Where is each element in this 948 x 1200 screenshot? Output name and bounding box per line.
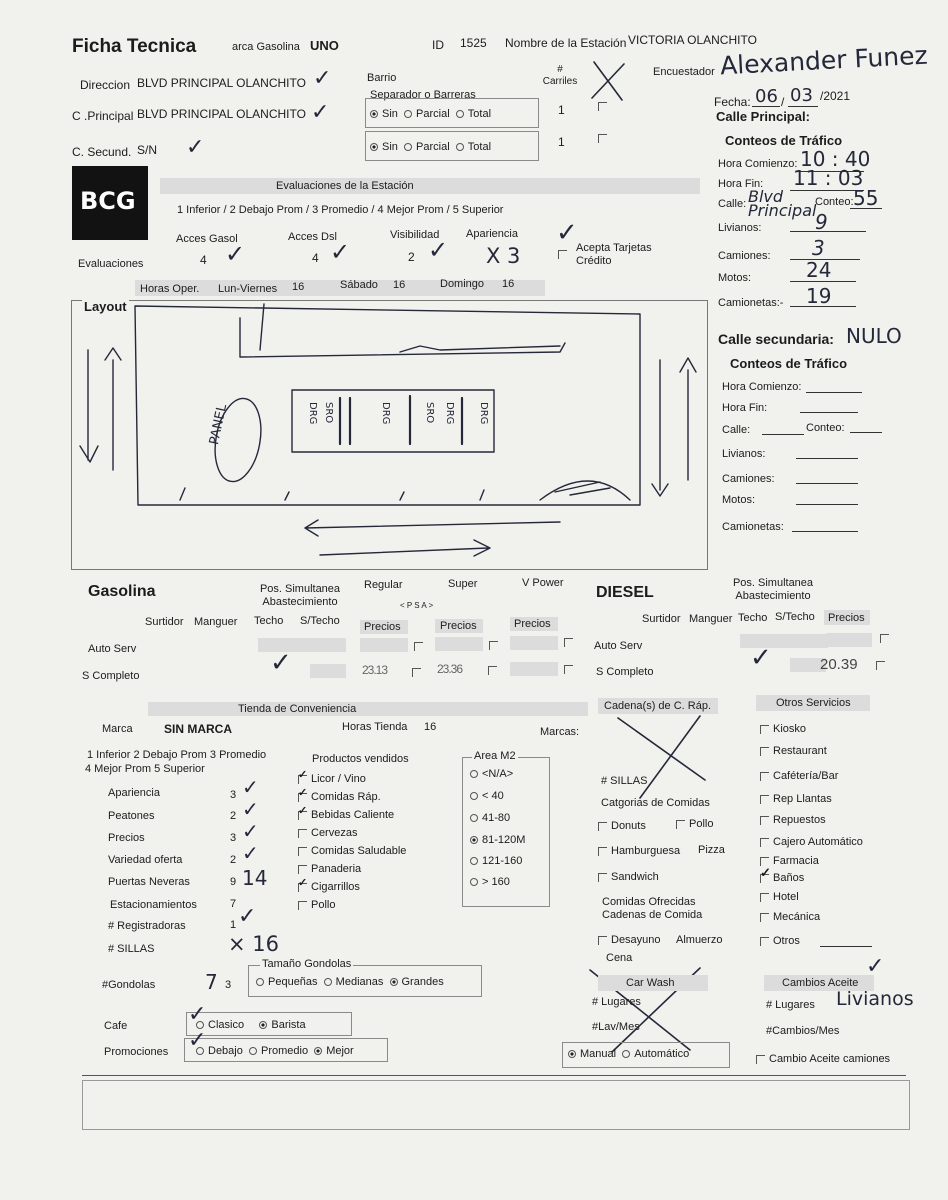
producto-panaderia[interactable]: Panaderia bbox=[298, 863, 361, 876]
otros-llantas[interactable]: Rep Llantas bbox=[760, 793, 832, 806]
rating-peatones-label: Peatones bbox=[108, 810, 155, 822]
regular-label: Regular bbox=[364, 579, 403, 591]
comida-almuerzo: Almuerzo bbox=[676, 934, 723, 946]
pump-label-2: SRO bbox=[323, 402, 334, 424]
cprincipal-label: C .Principal bbox=[72, 109, 134, 123]
rating-registradoras-value: 1 bbox=[230, 919, 237, 931]
diesel-pos-label: Pos. Simultanea Abastecimiento bbox=[732, 577, 814, 602]
rating-puertas-label: Puertas Neveras bbox=[108, 876, 190, 888]
calle-secundaria-value: NULO bbox=[846, 324, 902, 348]
area-121-160[interactable]: 121-160 bbox=[470, 855, 522, 868]
visibilidad-check: ✓ bbox=[428, 236, 449, 264]
area-81-120[interactable]: 81-120M bbox=[470, 834, 525, 847]
cat-pizza: Pizza bbox=[698, 844, 725, 856]
pump-label-6: DRG bbox=[478, 402, 489, 425]
regular-precios-label: Precios bbox=[364, 621, 401, 633]
dsl-completo-check: ✓ bbox=[750, 643, 772, 673]
separador-row-1[interactable]: Sin Parcial Total bbox=[370, 108, 491, 121]
pump-label-5: DRG bbox=[444, 402, 455, 425]
area-gt160[interactable]: > 160 bbox=[470, 876, 510, 889]
producto-comidas[interactable]: Comidas Ráp. bbox=[298, 791, 381, 804]
gas-col-stecho: S/Techo bbox=[300, 615, 340, 627]
carriles-value-2: 1 bbox=[558, 135, 565, 149]
super-price: 23.36 bbox=[437, 662, 463, 676]
domingo-label: Domingo bbox=[440, 278, 485, 290]
otros-banos[interactable]: Baños bbox=[760, 872, 804, 885]
acces-dsl-value: 4 bbox=[312, 251, 319, 265]
vpower-label: V Power bbox=[522, 577, 564, 589]
calle-principal-label: Calle Principal: bbox=[716, 109, 810, 124]
motos-value: 24 bbox=[806, 258, 832, 282]
regular-price: 23.13 bbox=[362, 663, 388, 677]
vpower-precios-label: Precios bbox=[514, 618, 551, 630]
rating-estacionamientos-label: Estacionamientos bbox=[110, 899, 197, 911]
tienda-horas-label: Horas Tienda bbox=[342, 721, 408, 733]
aceite-check: ✓ bbox=[866, 954, 885, 979]
aceite-title: Cambios Aceite bbox=[782, 977, 859, 989]
rating-estacionamientos-value: 7 bbox=[230, 898, 237, 910]
carwash-lugares-label: # Lugares bbox=[592, 996, 641, 1008]
carriles-value-1: 1 bbox=[558, 103, 565, 117]
rating-puertas-value: 9 bbox=[230, 876, 237, 888]
brand-label: arca Gasolina bbox=[232, 41, 300, 53]
rating-variedad-value: 2 bbox=[230, 854, 237, 866]
puertas-hw: 14 bbox=[242, 866, 268, 890]
survey-sheet: Ficha Tecnica arca Gasolina UNO ID 1525 Nombre de la Estación VICTORIA OLANCHITO Encuestador Alexander Funez Direccion BLVD PRINCIPAL OLANCHITO ✓ C .Principal BLVD PRINCIPAL OLANCHITO ✓ C. Secund. S/N ✓ Barrio Separador o Barreras Sin Parcial Total Sin Parcial Total # Carriles 1 1 Fecha: 06 / 03 /2021 Calle Principal: Conteos de Tráfico Hora Comienzo: 10 : 40 Hora Fin: 11 : 03 Calle: Blvd Principal Conteo: 55 Livianos: 9 Camiones: 3 Motos: 24 Camionetas:- 19 Calle secundaria: NULO Conteos de Tráfico Hora Comienzo: Hora Fin: Calle: Conteo: Livianos: Camiones: Motos: Camionetas: BCG Evaluaciones de la Estación 1 Inferior / 2 Debajo Prom / 3 Promedio / 4 Mejor Prom / 5 Superior Acces Gasol Acces Dsl Visibilidad Apariencia Evaluaciones 4 ✓ 4 ✓ 2 ✓ X 3 ✓ Acepta Tarjetas Crédito Horas Oper. Lun-Viernes 16 Sábado 16 Domingo 16 Layout PANEL DRG SRO DRG SRO DRG DRG Gasolina Pos. Simultanea Abastecimiento Regular Super V Power < P S A > Surtidor Manguer Techo S/Techo Precios Precios Precios Auto Serv S Completo ✓ 23.13 23.36 DIESEL Pos. Simultanea Abastecimiento Surtidor Manguer Techo S/Techo Precios Auto Serv S Completo ✓ 20.39 Tienda de Conveniencia Marca SIN MARCA Horas Tienda 16 Marcas: 1 Inferior 2 Debajo Prom 3 Promedio 4 Mejor Prom 5 Superior Apariencia 3 ✓ Peatones 2 ✓ Precios 3 ✓ Variedad oferta 2 ✓ Puertas Neveras 9 14 Estacionamientos 7 # Registradoras 1 ✓ # SILLAS × 16 Productos vendidos Licor / Vino Comidas Ráp. Bebidas Caliente Cervezas Comidas Saludable Panaderia Cigarrillos Pollo ✓ ✓ ✓ ✓ Area M2 <N/A> < 40 41-80 81-120M 121-160 > 160 #Gondolas 7 3 Tamaño Gondolas Pequeñas Medianas Grandes Cafe Clasico Barista ✓ Promociones Debajo Promedio Mejor ✓ Cadena(s) de C. Ráp. # SILLAS Catgorias de Comidas Donuts Pollo Hamburguesa Pizza Sandwich Comidas Ofrecidas Cadenas de Comida Desayuno Almuerzo Cena Otros Servicios Kiosko Restaurant Cafétería/Bar Rep Llantas Repuestos Cajero Automático Farmacia Baños ✓ Hotel Mecánica Otros Car Wash # Lugares #Lav/Mes Manual Automático Cambios Aceite ✓ # Lugares Livianos #Cambios/Mes Cambio Aceite camiones bbox=[0, 0, 948, 1200]
super-label: Super bbox=[448, 578, 478, 590]
bcg-logo: BCG bbox=[72, 166, 148, 240]
producto-bebidas[interactable]: Bebidas Caliente bbox=[298, 809, 394, 822]
domingo-value: 16 bbox=[502, 278, 515, 290]
tienda-horas-value: 16 bbox=[424, 721, 437, 733]
rating-registradoras-label: # Registradoras bbox=[108, 920, 186, 932]
carriles-label: # Carriles bbox=[542, 64, 578, 87]
cat-donuts[interactable]: Donuts bbox=[598, 820, 646, 833]
cat-hamburguesa[interactable]: Hamburguesa bbox=[598, 845, 680, 858]
rating-precios-label: Precios bbox=[108, 832, 145, 844]
csecund-label: C. Secund. bbox=[72, 145, 132, 159]
barrio-label: Barrio bbox=[367, 72, 397, 84]
cat-sandwich[interactable]: Sandwich bbox=[598, 871, 659, 884]
lunvie-label: Lun-Viernes bbox=[218, 283, 278, 295]
brand-value: UNO bbox=[310, 38, 339, 53]
hora-comienzo-label: Hora Comienzo: bbox=[718, 158, 798, 170]
id-value: 1525 bbox=[460, 36, 487, 50]
promo-options[interactable]: Debajo Promedio Mejor bbox=[196, 1045, 354, 1058]
camiones-label: Camiones: bbox=[718, 250, 771, 262]
otros-cajero[interactable]: Cajero Automático bbox=[760, 836, 863, 849]
ofrecidas-label: Comidas Ofrecidas Cadenas de Comida bbox=[602, 896, 703, 921]
tienda-marca-label: Marca bbox=[102, 723, 133, 735]
acces-dsl-label: Acces Dsl bbox=[288, 231, 337, 243]
sec-camionetas-label: Camionetas: bbox=[722, 521, 784, 533]
gas-completo-check: ✓ bbox=[270, 648, 292, 678]
sillas-hw: × 16 bbox=[228, 932, 280, 956]
acces-gasol-value: 4 bbox=[200, 253, 207, 267]
hora-fin-value: 11 : 03 bbox=[793, 166, 864, 190]
sec-hora-comienzo-label: Hora Comienzo: bbox=[722, 381, 802, 393]
rating-variedad-check: ✓ bbox=[242, 841, 259, 865]
diesel-price: 20.39 bbox=[820, 656, 858, 673]
evaluaciones-title: Evaluaciones de la Estación bbox=[276, 180, 414, 192]
camiones-value: 3 bbox=[812, 236, 825, 260]
sec-camiones-label: Camiones: bbox=[722, 473, 775, 485]
motos-label: Motos: bbox=[718, 272, 752, 284]
rating-peatones-value: 2 bbox=[230, 810, 237, 822]
producto-cigarrillos[interactable]: Cigarrillos bbox=[298, 881, 360, 894]
pump-label-3: DRG bbox=[380, 402, 391, 425]
rating-precios-check: ✓ bbox=[242, 819, 259, 843]
diesel-title: DIESEL bbox=[596, 584, 654, 601]
fecha-label: Fecha: bbox=[714, 95, 751, 109]
gondolas-hw: 7 bbox=[205, 970, 218, 994]
rating-precios-value: 3 bbox=[230, 832, 237, 844]
producto-saludable[interactable]: Comidas Saludable bbox=[298, 845, 406, 858]
dsl-col-techo: Techo bbox=[738, 612, 768, 624]
direccion-check: ✓ bbox=[313, 66, 332, 91]
otros-farmacia[interactable]: Farmacia bbox=[760, 855, 819, 868]
calle-label: Calle: bbox=[718, 198, 747, 210]
tienda-marcas-label: Marcas: bbox=[540, 726, 580, 738]
sheet-title: Ficha Tecnica bbox=[72, 36, 197, 57]
aceite-cambios-label: #Cambios/Mes bbox=[766, 1025, 840, 1037]
notes-top-line bbox=[82, 1075, 906, 1076]
direccion-value: BLVD PRINCIPAL OLANCHITO bbox=[137, 76, 306, 90]
otros-mecanica[interactable]: Mecánica bbox=[760, 911, 820, 924]
comida-cena: Cena bbox=[606, 952, 633, 964]
gasolina-pos-label: Pos. Simultanea Abastecimiento bbox=[259, 583, 341, 608]
livianos-value: 9 bbox=[815, 210, 828, 234]
visibilidad-label: Visibilidad bbox=[390, 229, 440, 241]
tarjetas-label: Acepta Tarjetas Crédito bbox=[576, 242, 652, 267]
psa-label: < P S A > bbox=[400, 601, 434, 610]
tamano-options[interactable]: Pequeñas Medianas Grandes bbox=[256, 976, 444, 989]
id-label: ID bbox=[432, 38, 444, 52]
cat-pollo[interactable]: Pollo bbox=[676, 818, 713, 831]
station-label: Nombre de la Estación bbox=[505, 36, 627, 50]
promo-label: Promociones bbox=[104, 1046, 169, 1058]
fecha-month: 03 bbox=[790, 85, 813, 106]
sec-motos-label: Motos: bbox=[722, 494, 756, 506]
camionetas-value: 19 bbox=[806, 284, 832, 308]
aceite-camiones[interactable]: Cambio Aceite camiones bbox=[756, 1053, 890, 1066]
sec-livianos-label: Livianos: bbox=[722, 448, 766, 460]
encuestador-value: Alexander Funez bbox=[719, 40, 929, 81]
gas-col-manguer: Manguer bbox=[194, 616, 238, 628]
trafico-title: Conteos de Tráfico bbox=[725, 133, 843, 148]
horas-label: Horas Oper. bbox=[140, 283, 200, 295]
layout-label: Layout bbox=[84, 299, 127, 314]
gas-col-techo: Techo bbox=[254, 615, 284, 627]
otros-repuestos[interactable]: Repuestos bbox=[760, 814, 826, 827]
hora-fin-label: Hora Fin: bbox=[718, 178, 764, 190]
cadenas-title: Cadena(s) de C. Ráp. bbox=[604, 700, 711, 712]
aceite-lugares-label: # Lugares bbox=[766, 999, 815, 1011]
producto-cervezas[interactable]: Cervezas bbox=[298, 827, 357, 840]
rating-apariencia-check: ✓ bbox=[242, 775, 259, 799]
tamano-label: Tamaño Gondolas bbox=[262, 958, 352, 970]
carwash-options[interactable]: Manual Automático bbox=[568, 1048, 689, 1061]
pump-label-4: SRO bbox=[424, 402, 435, 424]
sec-conteo-label: Conteo: bbox=[806, 422, 845, 434]
gas-s-completo-label: S Completo bbox=[82, 670, 140, 682]
gondolas-value: 3 bbox=[225, 979, 232, 991]
panel-label: PANEL bbox=[206, 402, 231, 447]
dsl-col-stecho: S/Techo bbox=[775, 611, 815, 623]
area-na[interactable]: <N/A> bbox=[470, 768, 513, 781]
otros-title: Otros Servicios bbox=[776, 697, 851, 709]
acces-dsl-check: ✓ bbox=[330, 238, 351, 266]
diesel-precios-label: Precios bbox=[828, 612, 865, 624]
evaluaciones-scale: 1 Inferior / 2 Debajo Prom / 3 Promedio / 4 Mejor Prom / 5 Superior bbox=[177, 204, 504, 216]
area-title: Area M2 bbox=[474, 750, 516, 762]
promo-check: ✓ bbox=[188, 1028, 207, 1053]
cprincipal-value: BLVD PRINCIPAL OLANCHITO bbox=[137, 107, 306, 121]
conteo-value: 55 bbox=[853, 186, 879, 210]
producto-licor[interactable]: Licor / Vino bbox=[298, 773, 366, 786]
cprincipal-check: ✓ bbox=[311, 100, 330, 125]
otros-kiosko[interactable]: Kiosko bbox=[760, 723, 806, 736]
visibilidad-value: 2 bbox=[408, 250, 415, 264]
otros-hotel[interactable]: Hotel bbox=[760, 891, 799, 904]
sabado-value: 16 bbox=[393, 279, 406, 291]
direccion-label: Direccion bbox=[80, 78, 131, 92]
super-precios-label: Precios bbox=[440, 620, 477, 632]
carwash-title: Car Wash bbox=[626, 977, 675, 989]
dsl-col-manguer: Manguer bbox=[689, 613, 733, 625]
conteo-label: Conteo: bbox=[815, 196, 854, 208]
tarjetas-tick: ✓ bbox=[556, 218, 578, 248]
dsl-col-surtidor: Surtidor bbox=[642, 613, 681, 625]
tienda-marca-value: SIN MARCA bbox=[164, 722, 232, 736]
sec-calle-label: Calle: bbox=[722, 424, 751, 436]
gasolina-title: Gasolina bbox=[88, 583, 156, 600]
livianos-label: Livianos: bbox=[718, 222, 762, 234]
separador-label: Separador o Barreras bbox=[370, 89, 476, 101]
acces-gasol-check: ✓ bbox=[225, 240, 246, 268]
categorias-label: Catgorias de Comidas bbox=[601, 797, 710, 809]
gas-auto-serv-label: Auto Serv bbox=[88, 643, 137, 655]
notes-box[interactable] bbox=[82, 1080, 910, 1130]
cadenas-sillas-label: # SILLAS bbox=[601, 775, 648, 787]
lunvie-value: 16 bbox=[292, 281, 305, 293]
tienda-scale-2: 4 Mejor Prom 5 Superior bbox=[85, 763, 205, 775]
apariencia-label: Apariencia bbox=[466, 228, 518, 240]
dsl-auto-serv-label: Auto Serv bbox=[594, 640, 643, 652]
rating-apariencia-value: 3 bbox=[230, 789, 237, 801]
cafe-options[interactable]: Clasico Barista bbox=[196, 1019, 306, 1032]
dsl-s-completo-label: S Completo bbox=[596, 666, 654, 678]
rating-peatones-check: ✓ bbox=[242, 797, 259, 821]
productos-title: Productos vendidos bbox=[312, 753, 409, 765]
producto-pollo[interactable]: Pollo bbox=[298, 899, 335, 912]
tienda-scale-1: 1 Inferior 2 Debajo Prom 3 Promedio bbox=[87, 749, 267, 761]
area-41-80[interactable]: 41-80 bbox=[470, 812, 510, 825]
sabado-label: Sábado bbox=[340, 279, 378, 291]
calle-value: Blvd Principal bbox=[748, 187, 817, 221]
evaluaciones-row-label: Evaluaciones bbox=[78, 258, 144, 270]
trafico-sec-title: Conteos de Tráfico bbox=[730, 356, 848, 371]
fecha-year: /2021 bbox=[820, 89, 851, 103]
fecha-day: 06 bbox=[755, 86, 778, 107]
camionetas-label: Camionetas:- bbox=[718, 297, 784, 309]
cafe-label: Cafe bbox=[104, 1020, 128, 1032]
pump-label-1: DRG bbox=[307, 402, 318, 425]
hora-comienzo-value: 10 : 40 bbox=[800, 147, 871, 171]
tienda-title: Tienda de Conveniencia bbox=[238, 703, 357, 715]
csecund-value: S/N bbox=[137, 143, 158, 157]
csecund-check: ✓ bbox=[186, 135, 205, 160]
comida-desayuno[interactable]: Desayuno bbox=[598, 934, 661, 947]
calle-secundaria-label: Calle secundaria: bbox=[718, 331, 834, 347]
separador-row-2[interactable]: Sin Parcial Total bbox=[370, 141, 491, 154]
acces-gasol-label: Acces Gasol bbox=[176, 233, 238, 245]
otros-otros[interactable]: Otros bbox=[760, 935, 800, 948]
rating-apariencia-label: Apariencia bbox=[108, 787, 160, 799]
otros-cafeteria[interactable]: Cafétería/Bar bbox=[760, 770, 838, 783]
gondolas-label: #Gondolas bbox=[102, 979, 156, 991]
carwash-lavmes-label: #Lav/Mes bbox=[592, 1021, 640, 1033]
station-value: VICTORIA OLANCHITO bbox=[628, 33, 757, 47]
rating-sillas-label: # SILLAS bbox=[108, 943, 155, 955]
encuestador-label: Encuestador bbox=[653, 66, 715, 78]
rating-variedad-label: Variedad oferta bbox=[108, 854, 183, 866]
rating-registradoras-check: ✓ bbox=[238, 904, 257, 929]
gas-col-surtidor: Surtidor bbox=[145, 616, 184, 628]
area-lt40[interactable]: < 40 bbox=[470, 790, 504, 803]
cafe-check: ✓ bbox=[188, 1002, 207, 1027]
apariencia-value: X 3 bbox=[486, 244, 521, 268]
otros-restaurant[interactable]: Restaurant bbox=[760, 745, 827, 758]
sec-hora-fin-label: Hora Fin: bbox=[722, 402, 768, 414]
aceite-lugares-value: Livianos bbox=[836, 988, 914, 1010]
